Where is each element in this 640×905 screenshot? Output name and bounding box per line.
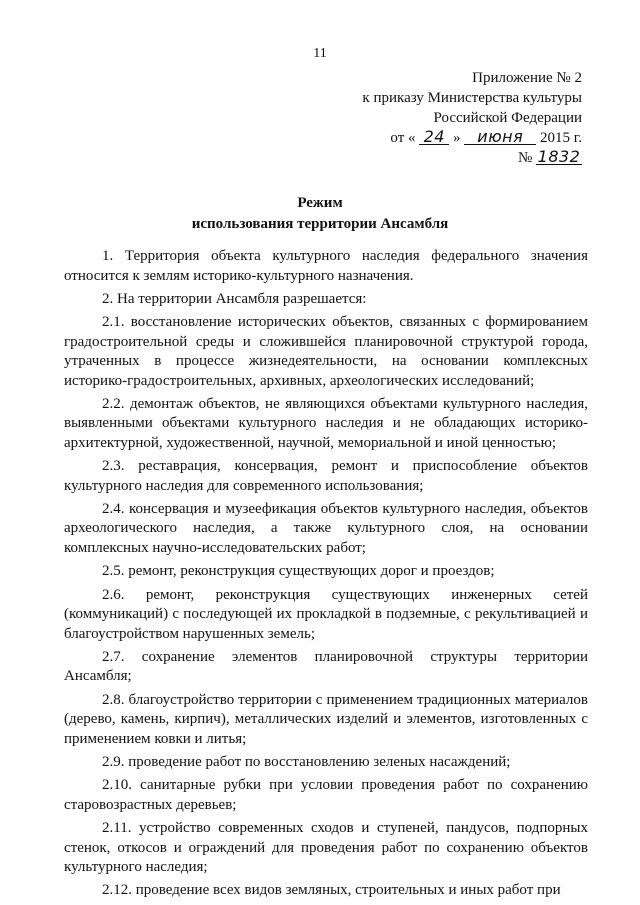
paragraph: 2.8. благоустройство территории с применением традиционных материалов (дерево, камень, кирпич), металлических изделий и элементов, изготовленных с применением ковки и литья; (64, 691, 588, 747)
number-prefix: № (517, 150, 533, 166)
handwritten-number: 1832 (537, 147, 581, 166)
paragraph: 2.5. ремонт, реконструкция существующих дорог и проездов; (102, 563, 495, 580)
appendix-date (362, 128, 582, 148)
appendix-header (362, 68, 582, 168)
paragraph: 2.12. проведение всех видов земляных, строительных и иных работ при (102, 882, 561, 899)
title-line-2: использования территории Ансамбля (191, 216, 449, 232)
paragraph: 2.9. проведение работ по восстановлению зеленых насаждений; (102, 753, 511, 770)
date-prefix: от « (390, 130, 416, 146)
paragraph: 2. На территории Ансамбля разрешается: (102, 290, 367, 307)
paragraph: 2.6. ремонт, реконструкция существующих инженерных сетей (коммуникаций) с последующей их прокладкой в подземные, с рекультивацией и благоустройством нарушенных земель; (64, 586, 588, 642)
paragraph: 2.4. консервация и музеефикация объектов культурного наследия, объектов археологического наследия, а также культурного слоя, на основании комплексных научно-исследовательских работ; (64, 500, 588, 556)
appendix-title: Приложение № 2 (472, 70, 582, 86)
paragraph: 2.11. устройство современных сходов и ступеней, пандусов, подпорных стенок, откосов и ограждений для проведения работ по сохранению объектов культурного наследия; (64, 820, 588, 876)
paragraph: 2.7. сохранение элементов планировочной структуры территории Ансамбля; (64, 648, 588, 685)
title-line-1: Режим (297, 195, 343, 211)
document-title (0, 193, 640, 235)
paragraph: 2.3. реставрация, консервация, ремонт и приспособление объектов культурного наследия для современного использования; (64, 458, 588, 494)
document-body (64, 247, 588, 905)
appendix-order-ref: к приказу Министерства культуры (362, 90, 582, 106)
paragraph: 2.10. санитарные рубки при условии проведения работ по сохранению старовозрастных деревьев; (64, 777, 588, 813)
paragraph: 1. Территория объекта культурного наследия федерального значения относится к землям историко-культурного назначения. (64, 248, 588, 284)
appendix-number (362, 148, 582, 168)
appendix-federation: Российской Федерации (433, 110, 582, 126)
handwritten-day: 24 (419, 129, 449, 145)
date-mid: » (453, 130, 461, 146)
page-number: 11 (313, 46, 327, 61)
handwritten-month: июня (464, 129, 536, 145)
paragraph: 2.2. демонтаж объектов, не являющихся объектами культурного наследия, выявленными объектами культурного наследия и не обладающих историко-архитектурной, художественной, научной, мемориальной и иной ценностью; (64, 395, 588, 451)
date-year: 2015 г. (540, 130, 582, 146)
paragraph: 2.1. восстановление исторических объектов, связанных с формированием градостроительной среды и сложившейся планировочной структурой города, утраченных в процессе жизнедеятельности, на основании комплексных историко-градостроительных, архивных, археологических исследований; (64, 314, 588, 389)
